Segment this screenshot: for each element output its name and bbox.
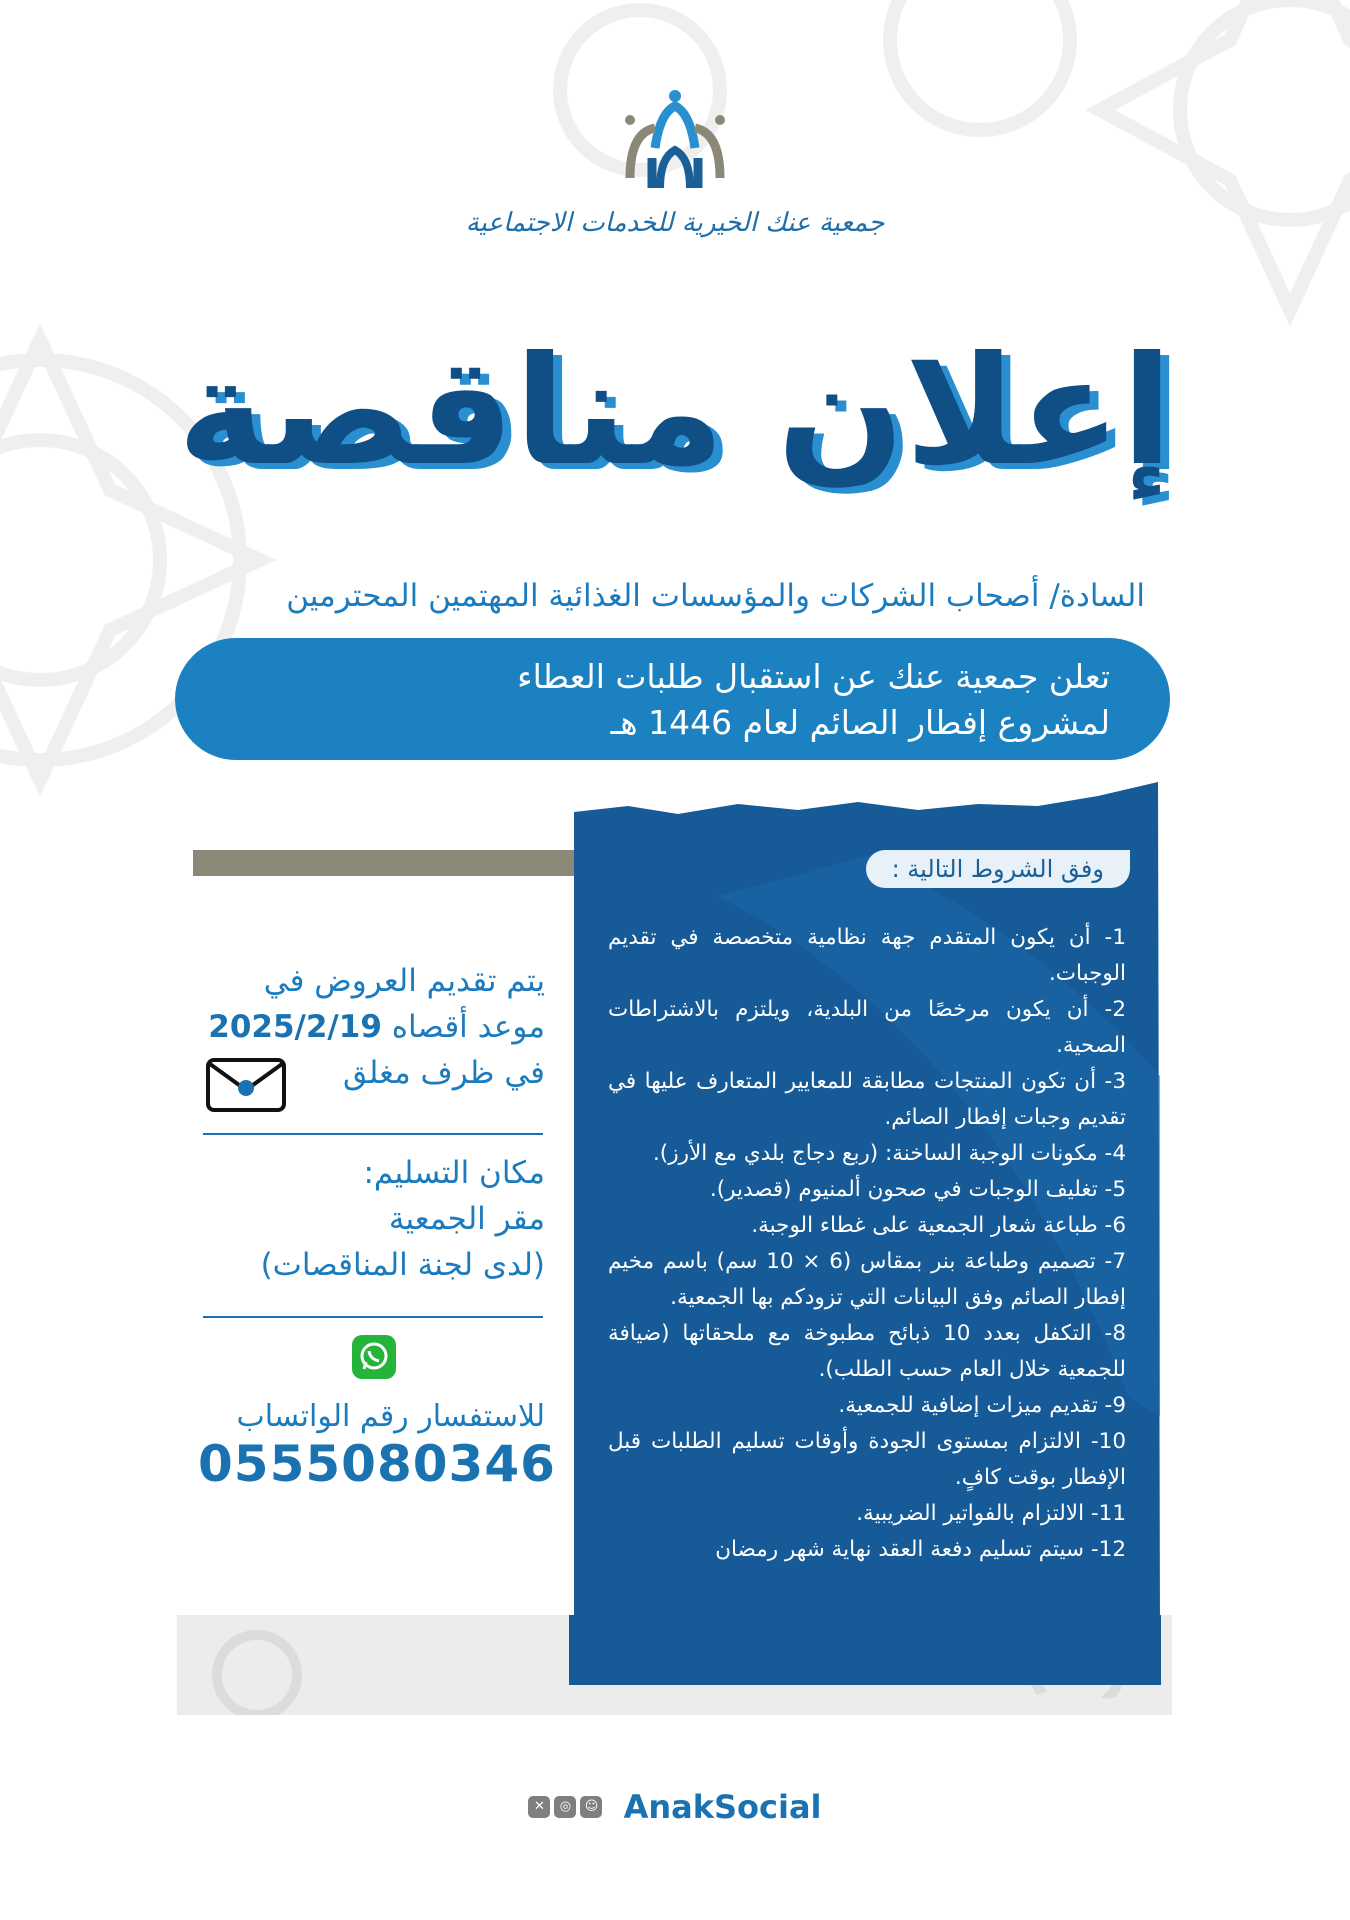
delivery-info (195, 1150, 545, 1288)
logo-caption: جمعية عنك الخيرية للخدمات الاجتماعية (465, 208, 885, 238)
condition-item: 7- تصميم وطباعة بنر بمقاس (6 × 10 سم) باسم مخيم إفطار الصائم وفق البيانات التي تزودكم بها الجمعية. (608, 1249, 1127, 1310)
announcement-banner (175, 638, 1170, 760)
divider-line (203, 1133, 543, 1135)
organization-logo (0, 88, 1350, 238)
condition-item: 1- أن يكون المتقدم جهة نظامية متخصصة في تقديم الوجبات. (608, 925, 1126, 986)
conditions-list (608, 920, 1126, 1568)
delivery-line-3: (لدى لجنة المناقصات) (260, 1247, 545, 1283)
submission-prefix: موعد أقصاه (391, 1009, 545, 1045)
inquiry-label: للاستفسار رقم الواتساب (236, 1399, 545, 1434)
condition-item: 12- سيتم تسليم دفعة العقد نهاية شهر رمضان (715, 1537, 1126, 1562)
delivery-line-2: مقر الجمعية (388, 1201, 545, 1237)
whatsapp-icon[interactable] (352, 1335, 396, 1379)
condition-item: 6- طباعة شعار الجمعية على غطاء الوجبة. (751, 1213, 1126, 1238)
snapchat-icon[interactable]: ☺ (580, 1796, 602, 1818)
condition-item: 4- مكونات الوجبة الساخنة: (ربع دجاج بلدي مع الأرز). (652, 1141, 1126, 1166)
announcement-line-1: تعلن جمعية عنك عن استقبال طلبات العطاء (517, 657, 1110, 696)
condition-item: 8- التكفل بعدد 10 ذبائح مطبوخة مع ملحقاتها (ضيافة للجمعية خلال العام حسب الطلب). (608, 1321, 1126, 1382)
conditions-heading: وفق الشروط التالية : (866, 850, 1130, 888)
x-icon[interactable]: ✕ (528, 1796, 550, 1818)
footer (0, 1788, 1350, 1826)
social-icons (528, 1796, 606, 1818)
salutation: السادة/ أصحاب الشركات والمؤسسات الغذائية المهتمين المحترمين (286, 578, 1145, 614)
logo-mark-icon (600, 88, 750, 198)
instagram-icon[interactable]: ◎ (554, 1796, 576, 1818)
submission-line-2 (195, 1004, 545, 1050)
page-title: إعلان مناقصة (177, 325, 1173, 499)
condition-item: 11- الالتزام بالفواتير الضريبية. (856, 1501, 1126, 1526)
bottom-pattern-strip (177, 1615, 1172, 1715)
submission-line-1: يتم تقديم العروض في (263, 963, 545, 999)
delivery-line-1: مكان التسليم: (363, 1155, 545, 1191)
condition-item: 10- الالتزام بمستوى الجودة وأوقات تسليم الطلبات قبل الإفطار بوقت كافٍ. (608, 1429, 1126, 1490)
envelope-icon (206, 1058, 286, 1112)
condition-item: 2- أن يكون مرخصًا من البلدية، ويلتزم بالاشتراطات الصحية. (608, 997, 1126, 1058)
footer-brand[interactable]: AnakSocial (623, 1788, 822, 1826)
phone-number[interactable]: 0555080346 (198, 1435, 556, 1493)
announcement-line-2: لمشروع إفطار الصائم لعام 1446 هـ (610, 703, 1110, 742)
condition-item: 9- تقديم ميزات إضافية للجمعية. (838, 1393, 1126, 1418)
submission-line-3: في ظرف مغلق (343, 1055, 545, 1091)
condition-item: 3- أن تكون المنتجات مطابقة للمعايير المتعارف عليها في تقديم وجبات إفطار الصائم. (608, 1069, 1126, 1130)
submission-date: 2025/2/19 (208, 1009, 382, 1045)
condition-item: 5- تغليف الوجبات في صحون ألمنيوم (قصدير). (709, 1177, 1126, 1202)
divider-line (203, 1316, 543, 1318)
